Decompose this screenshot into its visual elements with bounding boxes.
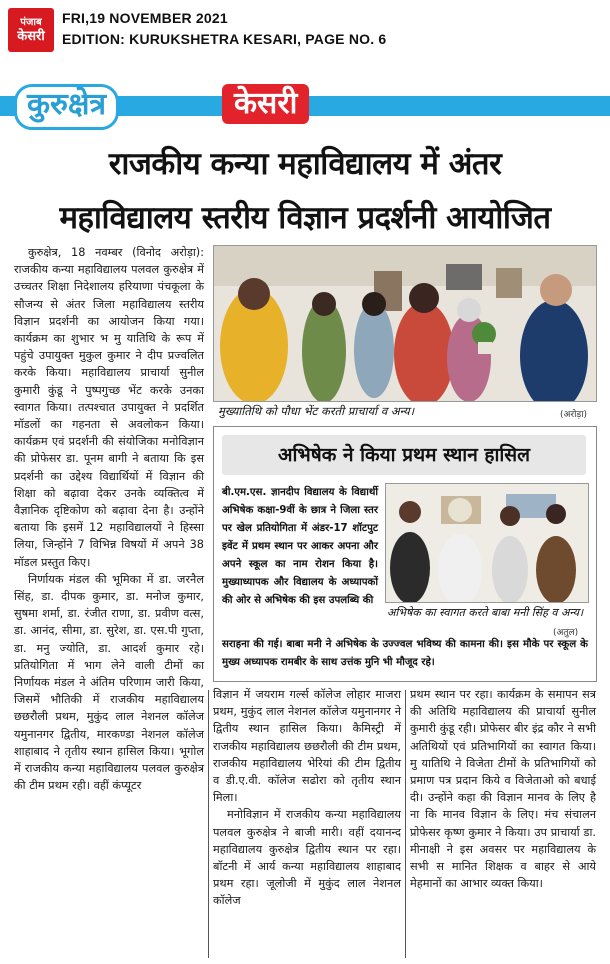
- sub-story-photo-credit: (अतुल): [553, 628, 579, 638]
- middle-column: [213, 686, 401, 910]
- column-divider-2: [405, 690, 406, 958]
- edition-line: EDITION: KURUKSHETRA KESARI, PAGE NO. 6: [62, 31, 387, 47]
- right-para-1: प्रथम स्थान पर रहा। कार्यक्रम के समापन सत्र की अतिथि महाविद्यालय की प्राचार्या सुनील कुमारी कुंडू रही। प्रोफेसर बीर इंद्र कौर ने सभी अतिथियों एवं प्रतिभागियों का स्वागत किया। मु यातिथि ने विजेता टीमों के प्रतिभागियों को प्रमाण पत्र प्रदान किये व विजेताओ को बधाई दी। उन्होंने कहा की विज्ञान मानव के लिए है ना कि मानव विज्ञान के लिए। मंच संचालन प्रोफेसर कृष्ण कुमार ने किया। उप प्राचार्या डा. मीनाक्षी ने इस अवसर पर महाविद्यालय के सभी स मानित शिक्षक व बाहर से आये मेहमानों का आभार व्यक्त किया।: [410, 688, 596, 891]
- left-para-1: कुरुक्षेत्र, 18 नवम्बर (विनोद अरोड़ा): राजकीय कन्या महाविद्यालय पलवल कुरुक्षेत्र में उच्चतर शिक्षा निदेशालय हरियाणा पंचकूला के सौजन्य से अंतर जिला महाविद्यालय स्तरीय विज्ञान प्रदर्शनी का आयोजन किया गया। कार्यक्रम का शुभार भ मु यातिथि के रूप में पहुंचे उपायुक्त मुकुल कुमार ने दीप प्रज्वलित करके किया। महाविद्यालय प्राचार्या सुनील कुमारी कुंडू ने पुष्पगुच्छ भेंट करके उनका स्वागत किया। तत्पश्चात उपायुक्त ने प्रदर्शित मॉडलों का गहनता से अवलोकन किया। कार्यक्रम एवं प्रदर्शनी की संयोजिका मनोविज्ञान की प्रोफेसर डा. पूनम बागी ने बताया कि इस प्रदर्शनी का उद्देश्य विद्यार्थियों में विज्ञान की शिक्षा को बढ़ावा देकर उनके व्यक्तित्व में वैज्ञानिक दृष्टिकोण को बढ़ावा देना है। उन्होंने बताया कि इसमें 12 महाविद्यालयों ने हिस्सा लिया, जिन्होंने 7 विभिन्न विषयों में अपने 38 मॉडल प्रस्तुत किए।: [14, 246, 204, 569]
- left-para-2: निर्णायक मंडल की भूमिका में डा. जरनैल सिंह, डा. दीपक कुमार, डा. मनोज कुमार, सुषमा शर्मा, डा. रंजीत राणा, डा. प्रवीण वत्स, डा. आनंद, सीमा, डा. सुरेश, डा. एस.पी गुप्ता, डा. मनु ज्योति, डा. आदर्श कुमार रहे। प्रतियोगिता में भाग लेने वाली टीमों का निर्णायक मंडल ने अंतिम परिणाम जारी किया, जिसमें भौतिकी में राजकीय महाविद्यालय छछरौली प्रथम, मुकुंद लाल नेशनल कॉलेज यमुनानगर द्वितीय, मारकण्डा नेशनल कॉलेज शाहाबाद ने तृतीय स्थान हासिल किया। भूगोल में राजकीय कन्या महाविद्यालय पलवल कुरुक्षेत्र की टीम प्रथम रही। वहीं कंप्यूटर: [14, 572, 204, 793]
- logo-line2: केसरी: [17, 29, 45, 44]
- date-line: FRI,19 NOVEMBER 2021: [62, 10, 228, 26]
- right-column: [410, 686, 596, 892]
- sub-story-photo: [385, 483, 589, 603]
- main-photo: [213, 245, 597, 402]
- sub-story-body-upper: बी.एम.एस. ज्ञानदीप विद्यालय के विद्यार्थी अभिषेक कक्षा-9वीं के छात्र ने जिला स्तर पर खेल प्रतियोगिता में अंडर-17 शॉटपुट इवेंट में प्रथम स्थान पर आकर अपना और अपने स्कूल का नाम रोशन किया है। मुख्याध्यापक और विद्यालय के अध्यापकों की ओर से अभिषेक की इस उपलब्धि की: [222, 487, 378, 606]
- sub-story-photo-image: [386, 484, 588, 602]
- main-photo-image: [214, 246, 596, 401]
- headline-line2: महाविद्यालय स्तरीय विज्ञान प्रदर्शनी आयोजित: [59, 200, 551, 236]
- sub-story-body-lower: सराहना की गई। बाबा मनी ने अभिषेक के उज्ज्वल भविष्य की कामना की। इस मौके पर स्कूल के मुख्य अध्यापक रामबीर के साथ उत्तंक मुनि भी मौजूद रहे।: [222, 639, 588, 668]
- column-divider-1: [208, 690, 209, 958]
- headline-line1: राजकीय कन्या महाविद्यालय में अंतर: [108, 146, 502, 182]
- middle-para-2: मनोविज्ञान में राजकीय कन्या महाविद्यालय पलवल कुरुक्षेत्र ने बाजी मारी। वहीं दयानन्द महाविद्यालय कुरुक्षेत्र द्वितीय स्थान पर रहा। बॉटनी में आर्य कन्या महाविद्यालय शाहाबाद प्रथम रहा। जूलोजी में मुकुंद लाल नेशनल कॉलेज: [213, 808, 401, 908]
- logo-line1: पंजाब: [20, 17, 42, 28]
- sub-story-headline: अभिषेक ने किया प्रथम स्थान हासिल: [222, 435, 586, 475]
- middle-para-1: विज्ञान में जयराम गर्ल्स कॉलेज लोहार माजरा प्रथम, मुकुंद लाल नेशनल कॉलेज यमुनानगर ने द्वितीय स्थान हासिल किया। कैमिस्ट्री में राजकीय महाविद्यालय छछरौली की टीम प्रथम, राजकीय महाविद्यालय भेरियां की टीम द्वितीय व डी.ए.वी. कॉलेज सढोरा को तृतीय स्थान मिला।: [213, 688, 401, 805]
- main-photo-credit: (अरोड़ा): [560, 410, 588, 420]
- main-photo-caption: मुख्यातिथि को पौधा भेंट करती प्राचार्या व अन्य।: [218, 404, 415, 418]
- masthead-title-part1: कुरुक्षेत्र: [14, 84, 119, 130]
- punjab-kesari-logo: [8, 8, 54, 52]
- masthead-title-part2: केसरी: [222, 84, 309, 124]
- sub-story-photo-caption: अभिषेक का स्वागत करते बाबा मनी सिंह व अन्य।: [387, 606, 584, 619]
- left-column: [14, 244, 204, 795]
